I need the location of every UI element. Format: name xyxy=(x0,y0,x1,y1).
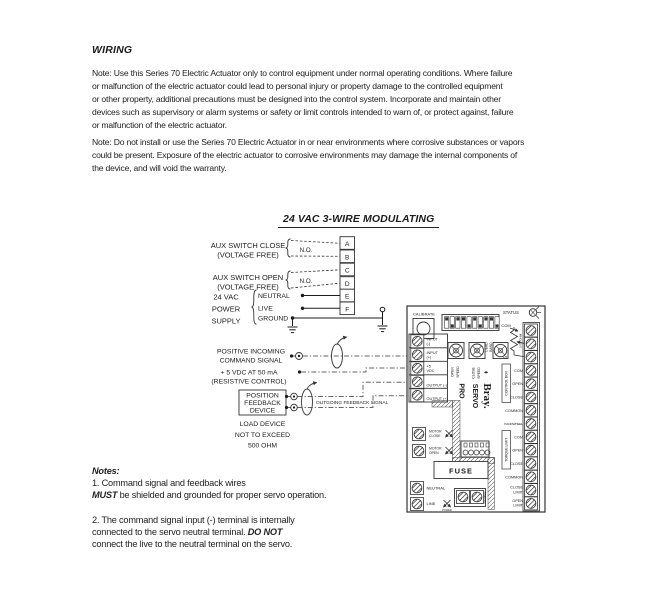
fuse-label: FUSE xyxy=(448,466,474,476)
load-label-2: NOT TO EXCEED xyxy=(234,431,291,439)
earth-ground-icon xyxy=(288,327,298,333)
terminal-d: D xyxy=(344,281,350,288)
note-paragraph-1 xyxy=(92,67,513,132)
load-label-1: LOAD DEVICE xyxy=(239,421,286,428)
diagram-title: 24 VAC 3-WIRE MODULATING xyxy=(278,213,439,228)
control-box-group-label: CONTROL BOX xyxy=(504,371,509,396)
output-plus-label: OUTPUT (+) xyxy=(426,396,448,401)
earth-ground-icon xyxy=(378,326,388,332)
page-heading: WIRING xyxy=(92,44,133,56)
shield-icon xyxy=(302,389,313,415)
terminal-strip xyxy=(340,237,355,315)
notes-section xyxy=(92,465,326,550)
fb-pot-plus5-label: +5 xyxy=(502,354,508,360)
terminal-b: B xyxy=(345,254,350,262)
open-limit-label: OPEN xyxy=(512,498,523,503)
shield-drain-arrow-icon xyxy=(337,337,347,345)
aux-close-label-2: (VOLTAGE FREE) xyxy=(217,250,279,260)
note1-line: or other property, additional precautions must be designed into the control system. Incorporate and maintain other xyxy=(92,94,501,104)
close-speed-pot-label-2: SPEED xyxy=(477,367,481,379)
shield-drain-arrow-icon xyxy=(307,383,317,390)
aux-switch-close-group xyxy=(211,239,340,260)
board-line-label: LINE xyxy=(426,501,436,506)
ground-symbols xyxy=(288,307,388,332)
vdc-terminal-label-2: VDC xyxy=(426,369,435,373)
dip-switch-bank xyxy=(442,315,499,331)
screw-terminal-icon xyxy=(411,375,424,388)
screw-terminal-icon xyxy=(525,497,538,510)
output-minus-label: OUTPUT (-) xyxy=(426,383,447,388)
screw-terminal-icon xyxy=(411,482,424,495)
screw-terminal-icon xyxy=(457,491,470,504)
vdc-label-2: (RESISTIVE CONTROL) xyxy=(211,378,287,386)
tl-close-label: CLOSE xyxy=(510,462,523,466)
input-minus-label: INPUT xyxy=(426,337,438,342)
open-limit-label-2: LIMIT xyxy=(513,503,523,508)
aux-close-contact-label: N.O. xyxy=(299,247,313,254)
screw-terminal-icon xyxy=(525,484,538,497)
aux-switch-open-group xyxy=(213,270,340,292)
notes-emphasis: MUST xyxy=(92,490,118,501)
aux-open-label-1: AUX SWITCH OPEN xyxy=(212,273,284,282)
outgoing-feedback-label: OUTGOING FEEDBACK SIGNAL xyxy=(316,400,389,406)
screw-terminal-icon xyxy=(411,348,424,361)
terminal-a: A xyxy=(345,241,350,248)
common-label: COMMON xyxy=(505,408,523,413)
aux-open-label-2: (VOLTAGE FREE) xyxy=(217,282,279,292)
fb-pot-ohm-label: 1000 OHM xyxy=(518,333,523,349)
screw-terminal-icon xyxy=(525,430,538,443)
power-icon-label: POWER xyxy=(442,509,452,512)
brace-icon xyxy=(286,239,291,257)
servo-pro-label-1: SERVO xyxy=(471,383,478,409)
close-limit-label-2: LIMIT xyxy=(513,490,523,495)
aux-open-contact-label: N.O. xyxy=(299,278,313,285)
command-label-2: COMMAND SIGNAL xyxy=(219,357,283,365)
common-label-2: COMMON xyxy=(505,475,523,480)
brace-icon xyxy=(286,271,291,289)
notes-emphasis: DO NOT xyxy=(247,527,283,537)
command-label-1: POSITIVE INCOMING xyxy=(217,348,285,356)
note-paragraph-2 xyxy=(92,136,524,175)
note1-line: Note: Use this Series 70 Electric Actuator only to control equipment under normal operating conditions. Where failure xyxy=(92,68,513,78)
open-speed-pot-label: OPEN xyxy=(450,367,455,377)
notes-line xyxy=(92,526,326,538)
feedback-label-2: FEEDBACK xyxy=(244,400,281,407)
five-vdc-group xyxy=(211,368,410,386)
servo-pro-label-2: PRO xyxy=(457,383,465,399)
note1-line: or malfunction of the electric actuator. xyxy=(92,120,227,130)
servo-board xyxy=(407,306,545,512)
notes-text: connected to the servo neutral terminal. xyxy=(92,527,248,537)
board-neutral-label: NEUTRAL xyxy=(426,485,446,491)
motor-open-label-2: OPEN xyxy=(429,451,439,455)
notes-line: 2. The command signal input (-) terminal is internally xyxy=(92,514,295,525)
screw-terminal-icon xyxy=(525,417,538,430)
notes-line xyxy=(92,489,326,501)
note2-line: Note: Do not install or use the Series 70 Electric Actuator in or near environments where corrosive substances or vapors xyxy=(92,137,525,147)
pin-connector xyxy=(461,441,490,457)
screw-terminal-icon xyxy=(471,491,484,504)
torque-limit-group-label: TORQUE LIMIT xyxy=(504,437,509,462)
feedback-label-3: DEVICE xyxy=(249,407,276,415)
dead-band-pot-label: DEAD xyxy=(484,342,489,352)
screw-terminal-icon xyxy=(525,404,538,417)
note2-line: could be present. Exposure of the electric actuator to corrosive environments may damage the internal components of xyxy=(92,150,518,160)
screw-terminal-icon xyxy=(413,445,426,458)
handwheel-label: HANDWHEEL xyxy=(504,422,523,427)
power-label-2: POWER xyxy=(211,304,241,314)
close-speed-pot-label: CLOSE xyxy=(471,367,476,379)
terminal-c: C xyxy=(344,267,350,275)
screw-terminal-icon xyxy=(525,470,538,483)
input-plus-label-2: (+) xyxy=(426,355,432,360)
notes-text: be shielded and grounded for proper servo operation. xyxy=(117,490,327,501)
screw-terminal-icon xyxy=(525,457,538,470)
cb-close-label: CLOSE xyxy=(510,395,523,400)
notes-line: 1. Command signal and feedback wires xyxy=(92,478,246,489)
feedback-device-group xyxy=(235,382,410,449)
notes-heading: Notes: xyxy=(92,466,120,476)
note1-line: devices such as supervisory or alarm systems or safety or limit controls intended to warn of, or protect against, failure xyxy=(92,107,514,117)
screw-terminal-icon xyxy=(525,364,538,377)
cb-com-label: COM xyxy=(514,368,523,373)
brace-icon xyxy=(252,290,257,324)
terminal-e: E xyxy=(345,293,350,301)
note1-line: or malfunction of the electric actuator could lead to personal injury or property damage to the controlled equipment xyxy=(92,81,503,91)
heater-terminals xyxy=(455,489,488,507)
load-label-3: 500 OHM xyxy=(247,442,278,450)
notes-line: connect the live to the neutral terminal on the servo. xyxy=(92,539,293,550)
aux-close-label-1: AUX SWITCH CLOSE xyxy=(210,241,286,250)
dead-band-pot-label-2: BAND xyxy=(489,342,493,352)
screw-terminal-icon xyxy=(411,362,424,375)
close-limit-label: CLOSE xyxy=(510,485,523,490)
feedback-label-1: POSITION xyxy=(246,392,279,400)
vdc-label-1: + 5 VDC AT 50 mA xyxy=(220,369,278,377)
ground-label: GROUND xyxy=(258,315,289,323)
screw-terminal-icon xyxy=(525,391,538,404)
power-label-1: 24 VAC xyxy=(213,292,239,302)
fb-pot-com-label: COM xyxy=(501,323,511,328)
adjustment-pots xyxy=(448,343,508,359)
screw-terminal-icon xyxy=(411,389,424,402)
screw-terminal-icon xyxy=(411,498,424,511)
calibrate-label: CALIBRATE xyxy=(413,311,435,317)
screw-terminal-icon xyxy=(525,444,538,457)
note2-line: the device, and will void the warranty. xyxy=(92,163,227,173)
input-plus-label: INPUT xyxy=(426,350,438,355)
neutral-label: NEUTRAL xyxy=(258,292,290,300)
input-minus-label-2: (-) xyxy=(426,342,431,346)
screw-terminal-icon xyxy=(525,337,538,350)
status-label: STATUS xyxy=(503,310,519,315)
heater-label: HEATER xyxy=(483,491,487,504)
terminal-f: F xyxy=(345,306,350,314)
power-supply-group xyxy=(211,290,382,326)
tl-open-label: OPEN xyxy=(512,448,523,453)
live-label: LIVE xyxy=(258,305,273,313)
motor-open-label: MOTOR xyxy=(429,446,442,451)
power-label-3: SUPPLY xyxy=(211,316,241,326)
ground-stake-icon xyxy=(380,307,385,312)
screw-terminal-icon xyxy=(413,428,426,441)
open-speed-pot-label-2: SPEED xyxy=(456,366,460,378)
bray-logo: Bray. xyxy=(481,383,493,409)
screw-terminal-icon xyxy=(525,351,538,364)
command-signal-group xyxy=(217,337,410,368)
screw-terminal-icon xyxy=(525,377,538,390)
vdc-terminal-label: +5 xyxy=(426,364,431,369)
motor-close-label-2: CLOSE xyxy=(429,434,441,438)
tl-com-label: COM xyxy=(514,435,523,440)
motor-close-label: MOTOR xyxy=(429,429,442,434)
fuse-group xyxy=(434,462,488,479)
screw-terminal-icon xyxy=(411,335,424,348)
screw-terminal-icon xyxy=(525,324,538,337)
cb-open-label: OPEN xyxy=(512,382,523,387)
